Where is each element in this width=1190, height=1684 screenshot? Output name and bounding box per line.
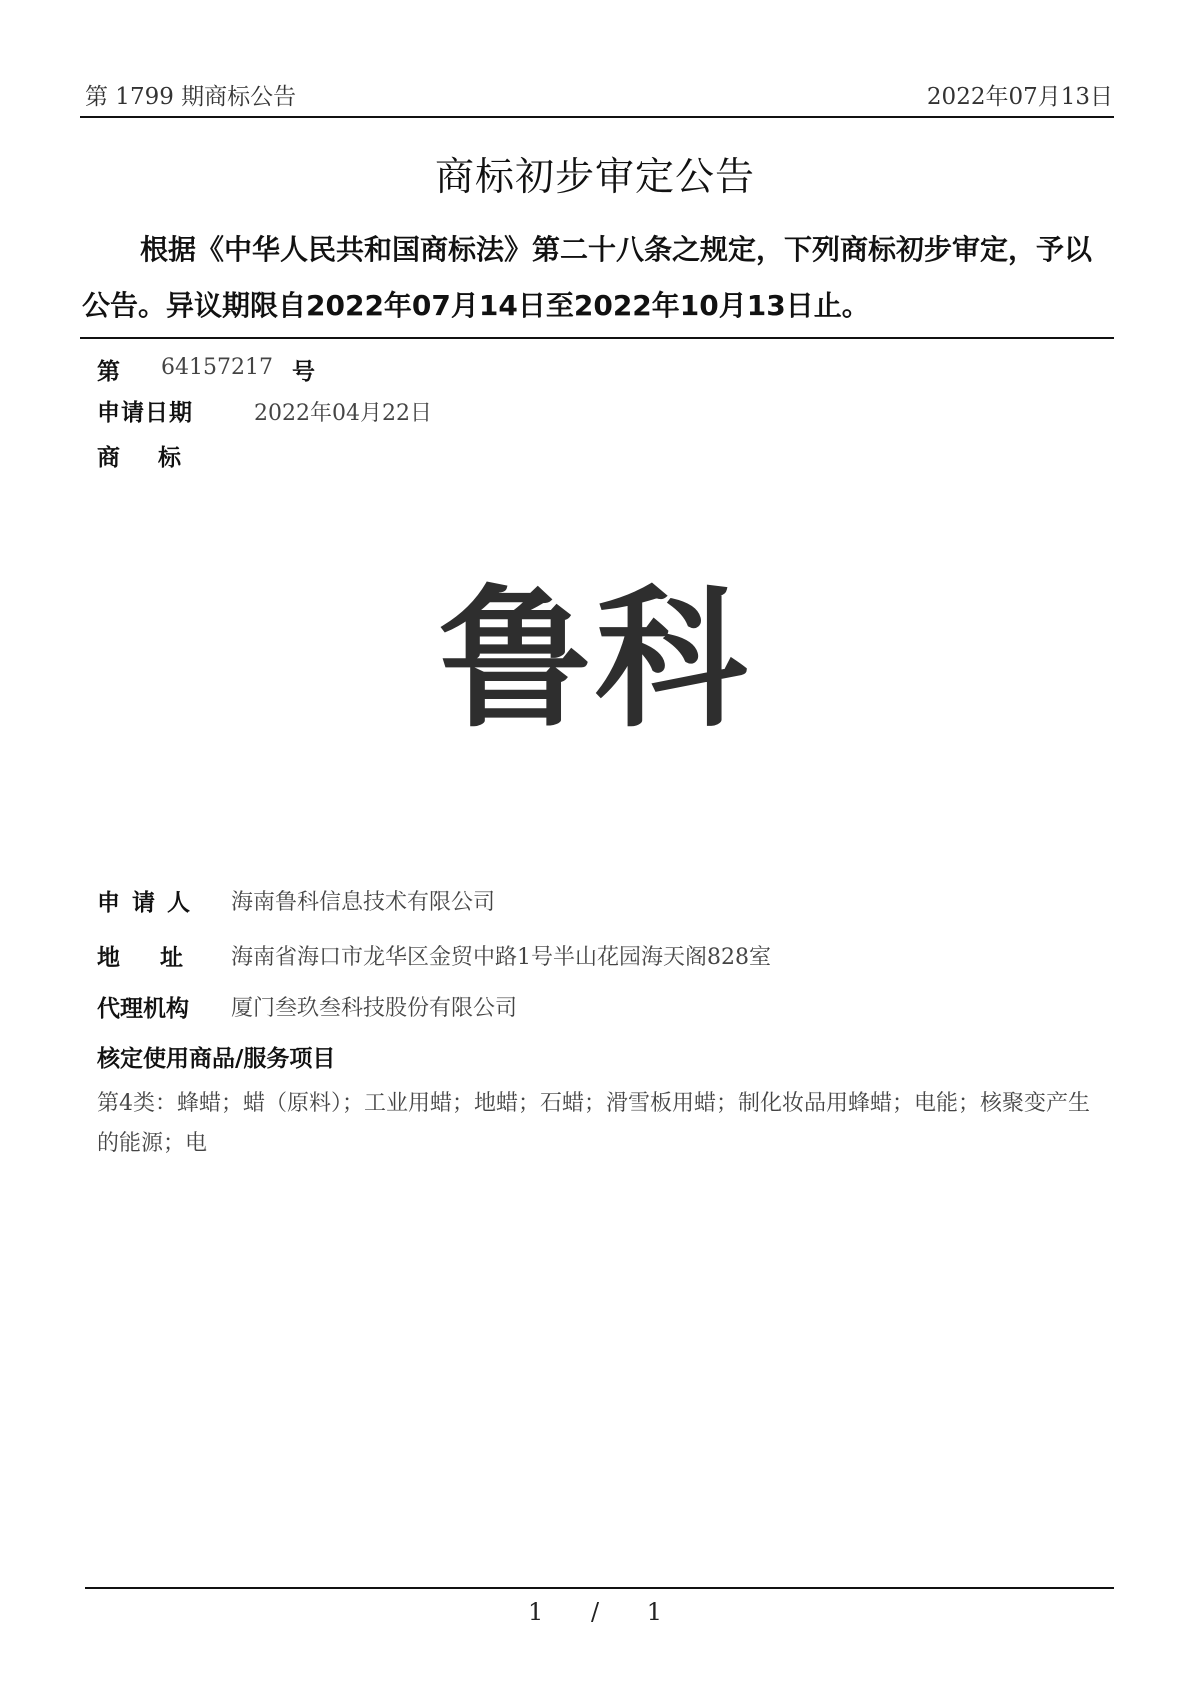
- goods-services-value: 第4类：蜂蜡；蜡（原料）；工业用蜡；地蜡；石蜡；滑雪板用蜡；制化妆品用蜂蜡；电能；核聚变产生的能源；电: [97, 1091, 1091, 1156]
- address-value: 海南省海口市龙华区金贸中路1号半山花园海天阁828室: [231, 945, 771, 970]
- issue-number: 第 1799 期商标公告: [85, 84, 297, 110]
- notice-paragraph: 根据《中华人民共和国商标法》第二十八条之规定，下列商标初步审定，予以公告。异议期限自2022年07月14日至2022年10月13日止。: [82, 233, 1093, 322]
- header-divider: [80, 116, 1114, 118]
- applicant-label: 申请人: [97, 890, 202, 916]
- registration-number-label: 第: [97, 359, 120, 385]
- agent-value: 厦门叁玖叁科技股份有限公司: [231, 996, 518, 1021]
- footer-divider: [85, 1587, 1114, 1589]
- page-total: 1: [646, 1598, 662, 1626]
- application-date-label: 申请日期: [97, 400, 193, 426]
- goods-services-label: 核定使用商品/服务项目: [97, 1046, 336, 1072]
- page-title: 商标初步审定公告: [434, 155, 755, 200]
- agent-label: 代理机构: [97, 996, 189, 1022]
- registration-number-value: 64157217: [161, 355, 273, 380]
- page-indicator: [0, 1598, 1190, 1626]
- issue-date: 2022年07月13日: [926, 84, 1113, 110]
- registration-number-suffix: 号: [292, 359, 315, 385]
- trademark-image: 鲁科: [439, 571, 751, 748]
- application-date-value: 2022年04月22日: [254, 401, 432, 426]
- page-separator: /: [590, 1598, 600, 1626]
- section-divider: [80, 337, 1114, 339]
- applicant-value: 海南鲁科信息技术有限公司: [231, 890, 496, 915]
- page-current: 1: [528, 1598, 544, 1626]
- trademark-label: 商标: [97, 445, 219, 471]
- address-label: 地址: [97, 945, 223, 971]
